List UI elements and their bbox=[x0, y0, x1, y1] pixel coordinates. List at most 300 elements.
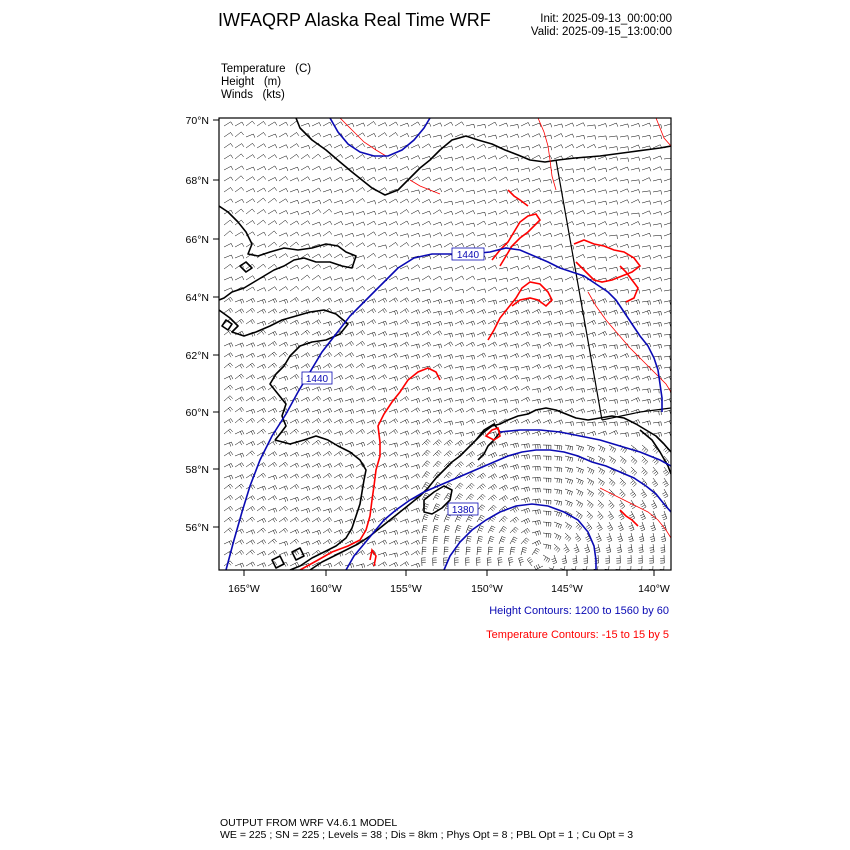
wind-barb bbox=[378, 222, 387, 226]
wind-barb bbox=[268, 255, 277, 259]
wind-barb bbox=[609, 431, 618, 436]
wind-barb bbox=[466, 168, 475, 172]
wind-barb bbox=[642, 135, 651, 139]
wind-barb bbox=[587, 167, 596, 171]
wind-barb bbox=[488, 536, 494, 544]
wind-barb bbox=[345, 419, 354, 424]
wind-barb bbox=[235, 132, 244, 137]
wind-barb bbox=[290, 297, 299, 302]
wind-barb bbox=[279, 211, 288, 215]
wind-barb bbox=[312, 440, 321, 445]
wind-barb bbox=[642, 211, 651, 215]
wind-barb bbox=[345, 123, 354, 127]
wind-barb bbox=[477, 376, 486, 381]
wind-barb bbox=[378, 486, 387, 491]
wind-barb bbox=[422, 375, 431, 380]
wind-barb bbox=[389, 365, 398, 370]
wind-barb bbox=[268, 277, 277, 281]
wind-barb bbox=[411, 465, 420, 469]
wind-barb bbox=[444, 255, 453, 259]
lat-label: 70°N bbox=[185, 115, 209, 127]
wind-barb bbox=[411, 310, 420, 315]
wind-barb bbox=[488, 547, 493, 555]
wind-barb bbox=[312, 188, 321, 192]
wind-barb bbox=[356, 564, 365, 568]
wind-barb bbox=[378, 199, 387, 203]
wind-barb bbox=[367, 133, 376, 137]
wind-barb bbox=[400, 408, 409, 413]
wind-barb bbox=[224, 363, 233, 368]
wind-barb bbox=[598, 146, 607, 150]
wind-barb bbox=[631, 233, 640, 237]
wind-barb bbox=[433, 355, 442, 360]
wind-barb bbox=[312, 123, 321, 127]
wind-barb bbox=[631, 168, 640, 172]
wind-barb bbox=[455, 300, 464, 304]
wind-barb bbox=[444, 387, 453, 392]
wind-barb bbox=[499, 190, 508, 194]
wind-barb bbox=[246, 517, 255, 522]
temperature-contour-legend: Temperature Contours: -15 to 15 by 5 bbox=[486, 629, 669, 641]
lon-label: 145°W bbox=[551, 583, 583, 595]
wind-barb bbox=[235, 418, 244, 423]
wind-barb bbox=[598, 376, 607, 381]
wind-barb bbox=[554, 478, 562, 483]
wind-barb bbox=[411, 243, 420, 247]
wind-barb bbox=[532, 166, 541, 170]
wind-barb bbox=[301, 387, 310, 392]
wind-barb bbox=[576, 367, 585, 371]
wind-barb bbox=[279, 122, 288, 126]
wind-barb bbox=[521, 289, 530, 293]
wind-barb bbox=[565, 201, 574, 205]
wind-barb bbox=[565, 500, 572, 507]
wind-barb bbox=[631, 355, 640, 360]
wind-barb bbox=[543, 355, 552, 360]
wind-barb bbox=[466, 276, 475, 280]
wind-barb bbox=[488, 199, 497, 203]
wind-barb bbox=[268, 122, 277, 126]
wind-barb bbox=[345, 233, 354, 237]
wind-barb bbox=[642, 256, 651, 260]
wind-barb bbox=[411, 322, 420, 327]
wind-barb bbox=[598, 445, 605, 452]
wind-barb bbox=[345, 178, 354, 182]
wind-barb bbox=[620, 167, 629, 171]
wind-barb bbox=[587, 223, 596, 227]
longitude-axis bbox=[244, 570, 654, 576]
wind-barb bbox=[532, 145, 541, 149]
wind-barb bbox=[334, 320, 343, 325]
wind-barb bbox=[378, 343, 387, 348]
wind-barb bbox=[444, 536, 449, 544]
wind-barb bbox=[411, 453, 420, 458]
wind-barb bbox=[609, 157, 618, 161]
wind-barb bbox=[400, 530, 409, 535]
wind-barb bbox=[532, 466, 540, 470]
wind-barb bbox=[488, 495, 497, 501]
wind-barb bbox=[499, 288, 508, 292]
wind-barb bbox=[521, 547, 527, 555]
wind-barb bbox=[411, 156, 420, 160]
wind-barb bbox=[587, 431, 596, 436]
wind-barb bbox=[400, 287, 409, 291]
wind-barb bbox=[554, 376, 563, 381]
wind-barb bbox=[532, 444, 540, 448]
wind-barb bbox=[235, 453, 244, 458]
wind-barb bbox=[466, 190, 475, 194]
wind-barb bbox=[411, 265, 420, 269]
wind-barb bbox=[455, 432, 464, 436]
wind-barb bbox=[488, 410, 497, 414]
wind-barb bbox=[631, 180, 640, 184]
wind-barb bbox=[400, 366, 409, 371]
wind-barb bbox=[334, 221, 343, 225]
wind-barb bbox=[422, 342, 431, 347]
wind-barb bbox=[653, 212, 662, 216]
wind-barb bbox=[323, 134, 332, 138]
wind-barb bbox=[499, 464, 508, 469]
wind-barb bbox=[301, 408, 310, 413]
wind-barb bbox=[631, 145, 640, 149]
wind-barb bbox=[466, 536, 472, 544]
wind-barb bbox=[257, 198, 266, 203]
wind-barb bbox=[477, 387, 486, 392]
wind-barb bbox=[521, 190, 530, 194]
lon-label: 150°W bbox=[471, 583, 503, 595]
wind-barb bbox=[257, 418, 266, 423]
wind-barb bbox=[235, 166, 244, 170]
wind-barb bbox=[312, 287, 321, 292]
wind-barb bbox=[488, 355, 497, 360]
wind-barb bbox=[301, 221, 310, 225]
wind-barb bbox=[378, 298, 387, 303]
wind-barb bbox=[653, 398, 662, 403]
wind-barb bbox=[576, 168, 585, 172]
wind-barb bbox=[257, 563, 266, 568]
wind-barb bbox=[235, 463, 244, 468]
wind-barb bbox=[587, 320, 596, 325]
wind-barb bbox=[312, 530, 321, 535]
wind-barb bbox=[257, 354, 266, 359]
wind-barb bbox=[301, 474, 310, 479]
wind-barb bbox=[224, 517, 233, 522]
wind-barb bbox=[565, 409, 574, 414]
wind-barb bbox=[378, 245, 387, 249]
wind-barb bbox=[532, 477, 540, 481]
wind-barb bbox=[532, 155, 541, 159]
wind-barb bbox=[521, 377, 530, 381]
wind-barb bbox=[650, 544, 655, 553]
wind-barb bbox=[356, 387, 365, 392]
wind-barb bbox=[367, 420, 376, 425]
wind-barb bbox=[301, 508, 310, 513]
wind-barb bbox=[609, 178, 618, 182]
wind-barb bbox=[301, 453, 310, 458]
wind-barb bbox=[587, 445, 594, 452]
wind-barb bbox=[477, 310, 486, 315]
wind-barb bbox=[609, 222, 618, 226]
height-label-3: 1380 bbox=[451, 505, 475, 516]
wind-barb bbox=[224, 264, 233, 269]
wind-barb bbox=[290, 507, 299, 512]
wind-barb bbox=[576, 210, 585, 214]
wind-barb bbox=[642, 445, 648, 453]
wind-barb bbox=[389, 464, 398, 469]
wind-barb bbox=[323, 144, 332, 148]
wind-barb bbox=[521, 277, 530, 281]
wind-barb bbox=[400, 397, 409, 402]
wind-barb bbox=[378, 332, 387, 337]
wind-barb bbox=[268, 396, 277, 401]
wind-barb bbox=[246, 550, 255, 555]
wind-barb bbox=[312, 210, 321, 215]
wind-barb bbox=[499, 386, 508, 391]
field-temperature: Temperature (C) bbox=[221, 63, 312, 75]
wind-barb bbox=[576, 254, 585, 258]
wind-barb bbox=[587, 245, 596, 249]
wind-barb bbox=[224, 255, 233, 259]
wind-barb bbox=[662, 511, 667, 520]
wind-barb bbox=[488, 310, 497, 315]
wind-barb bbox=[345, 353, 354, 358]
wind-barb bbox=[323, 156, 332, 160]
wind-barb bbox=[356, 453, 365, 458]
wind-barb bbox=[543, 222, 552, 226]
wind-barb bbox=[521, 178, 530, 182]
wind-barb bbox=[543, 311, 552, 315]
wind-barb bbox=[433, 299, 442, 304]
wind-barb bbox=[532, 332, 541, 337]
wind-barb bbox=[279, 497, 288, 502]
wind-barb bbox=[444, 122, 453, 126]
wind-barb bbox=[477, 536, 483, 544]
wind-barb bbox=[598, 156, 607, 160]
wind-barb bbox=[543, 233, 552, 237]
wind-barb bbox=[642, 322, 651, 327]
wind-barb bbox=[400, 419, 409, 424]
wind-barb bbox=[510, 465, 519, 470]
wind-barb bbox=[620, 399, 629, 403]
wind-barb bbox=[499, 355, 508, 359]
wind-barb bbox=[576, 478, 583, 485]
wind-barb bbox=[411, 443, 420, 448]
wind-barb bbox=[411, 540, 420, 545]
wind-barb bbox=[521, 444, 530, 449]
wind-barb bbox=[444, 322, 453, 326]
wind-barb bbox=[510, 157, 519, 161]
field-winds: Winds (kts) bbox=[221, 89, 285, 101]
wind-barb bbox=[554, 201, 563, 205]
wind-barb bbox=[576, 345, 585, 349]
wind-barb bbox=[400, 519, 409, 524]
wind-barb bbox=[422, 536, 427, 544]
lon-label: 140°W bbox=[638, 583, 670, 595]
wind-barb bbox=[433, 267, 442, 271]
wind-barb bbox=[345, 485, 354, 490]
wind-barb bbox=[477, 144, 486, 148]
wind-barb bbox=[499, 134, 508, 138]
wind-barb bbox=[631, 123, 640, 127]
wind-barb bbox=[257, 232, 266, 236]
wind-barb bbox=[268, 221, 277, 225]
wind-barb bbox=[246, 343, 255, 348]
wind-barb bbox=[235, 407, 244, 412]
wind-barb bbox=[521, 518, 530, 524]
lon-label: 165°W bbox=[228, 583, 260, 595]
wind-barb bbox=[345, 410, 354, 415]
wind-barb bbox=[642, 167, 651, 171]
wind-barb bbox=[301, 496, 310, 501]
wind-barb bbox=[508, 557, 513, 566]
wind-barb bbox=[334, 519, 343, 524]
wind-barb bbox=[620, 290, 629, 294]
wind-barb bbox=[510, 399, 519, 403]
wind-barb bbox=[532, 510, 541, 515]
wind-barb bbox=[411, 344, 420, 349]
wind-barb bbox=[499, 547, 504, 555]
wind-barb bbox=[400, 541, 409, 546]
wind-barb bbox=[510, 266, 519, 270]
wind-barb bbox=[620, 179, 629, 183]
wind-barb bbox=[576, 500, 583, 508]
wind-barb bbox=[653, 277, 662, 281]
wind-barb bbox=[235, 431, 244, 436]
wind-barb bbox=[521, 146, 530, 150]
wind-barb bbox=[565, 288, 574, 292]
wind-barb bbox=[422, 168, 431, 172]
wind-barb bbox=[543, 135, 552, 139]
wind-barb bbox=[499, 155, 508, 159]
wind-barb bbox=[257, 518, 266, 523]
wind-barb bbox=[521, 342, 530, 347]
wind-barb bbox=[257, 188, 266, 192]
wind-barb bbox=[246, 397, 255, 402]
wind-barb bbox=[312, 332, 321, 337]
field-height: Height (m) bbox=[221, 76, 282, 88]
wind-barb bbox=[224, 166, 233, 170]
wind-barb bbox=[312, 486, 321, 491]
wind-barb bbox=[510, 537, 517, 544]
wind-barb bbox=[631, 190, 640, 194]
wind-barb bbox=[576, 333, 585, 337]
wind-barb bbox=[257, 166, 266, 170]
wind-barb bbox=[345, 474, 354, 479]
wind-barb bbox=[290, 154, 299, 159]
wind-barb bbox=[389, 429, 398, 434]
wind-barb bbox=[465, 558, 469, 566]
wind-barb bbox=[367, 463, 376, 468]
wind-barb bbox=[411, 223, 420, 227]
wind-barb bbox=[499, 167, 508, 171]
wind-barb bbox=[543, 478, 551, 482]
latitude-axis bbox=[213, 120, 219, 527]
wind-barb bbox=[290, 232, 299, 236]
wind-barb bbox=[499, 399, 508, 403]
wind-barb bbox=[345, 364, 354, 369]
wind-barb bbox=[620, 433, 629, 437]
wind-barb bbox=[499, 526, 507, 533]
wind-barb bbox=[631, 157, 640, 161]
wind-barb bbox=[532, 388, 541, 392]
wind-barb bbox=[356, 529, 365, 534]
wind-barb bbox=[356, 376, 365, 381]
wind-barb bbox=[628, 533, 633, 542]
wind-barb bbox=[224, 288, 233, 292]
wind-barb bbox=[400, 342, 409, 347]
model-version: OUTPUT FROM WRF V4.6.1 MODEL bbox=[220, 817, 398, 829]
wind-barb bbox=[433, 321, 442, 326]
wind-barb bbox=[609, 376, 618, 381]
wind-barb bbox=[389, 212, 398, 216]
wind-barb bbox=[279, 352, 288, 357]
wind-barb bbox=[653, 311, 662, 315]
wind-barb bbox=[598, 267, 607, 271]
wind-barb bbox=[246, 209, 255, 214]
wind-barb bbox=[290, 517, 299, 522]
wind-barb bbox=[323, 408, 332, 413]
wind-barb bbox=[499, 210, 508, 214]
wind-barb bbox=[378, 167, 387, 171]
wind-barb bbox=[312, 154, 321, 159]
wind-barb bbox=[650, 522, 655, 531]
wind-barb bbox=[411, 278, 420, 282]
wind-barb bbox=[554, 278, 563, 282]
wind-barb bbox=[290, 265, 299, 269]
wind-barb bbox=[400, 562, 409, 567]
wind-barb bbox=[576, 135, 585, 139]
wind-barb bbox=[268, 363, 277, 368]
wind-barb bbox=[543, 445, 551, 449]
wind-barb bbox=[630, 489, 636, 498]
wind-barb bbox=[466, 377, 475, 382]
wind-barb bbox=[598, 321, 607, 326]
wind-barb bbox=[224, 277, 233, 281]
wind-barb bbox=[378, 463, 387, 468]
wind-barb bbox=[617, 533, 622, 542]
wind-barb bbox=[279, 517, 288, 522]
wind-barb bbox=[345, 199, 354, 203]
wind-barb bbox=[268, 418, 277, 423]
wind-barb bbox=[301, 154, 310, 159]
wind-barb bbox=[455, 421, 464, 425]
wind-barb bbox=[411, 210, 420, 214]
wind-barb bbox=[532, 431, 541, 436]
wind-barb bbox=[422, 144, 431, 148]
wind-barb bbox=[235, 354, 244, 359]
wind-barb bbox=[400, 167, 409, 171]
wind-barb bbox=[587, 399, 596, 403]
wind-barb bbox=[257, 154, 266, 159]
wind-barb bbox=[631, 467, 637, 476]
wind-barb bbox=[466, 287, 475, 291]
wind-barb bbox=[444, 408, 453, 413]
wind-barb bbox=[455, 157, 464, 161]
wind-barb bbox=[565, 332, 574, 337]
wind-barb bbox=[367, 253, 376, 258]
wind-barb bbox=[477, 189, 486, 193]
wind-barb bbox=[400, 320, 409, 325]
wind-barb bbox=[301, 233, 310, 237]
wind-barb bbox=[444, 451, 453, 457]
wind-barb bbox=[323, 178, 332, 182]
wind-barb bbox=[422, 461, 430, 467]
wind-barb bbox=[642, 157, 651, 161]
wind-barb bbox=[521, 332, 530, 337]
wind-barb bbox=[631, 366, 640, 370]
wind-barb bbox=[257, 397, 266, 402]
wind-barb bbox=[444, 355, 453, 360]
